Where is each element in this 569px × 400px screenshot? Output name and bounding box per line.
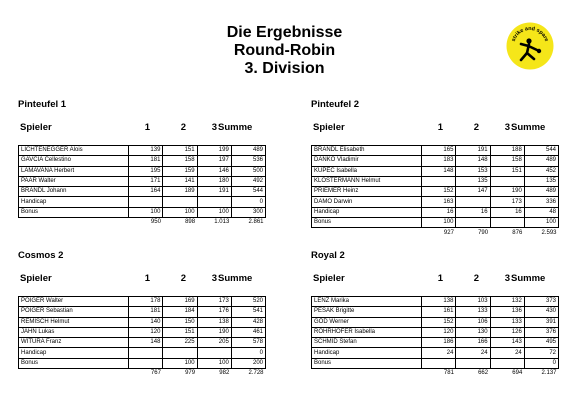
score-cell: 100 [163, 358, 197, 368]
player-name-cell: PESAK Brigitte [312, 307, 422, 317]
score-cell: 100 [129, 207, 163, 217]
player-name-cell: PAAR Walter [19, 176, 129, 186]
score-cell: 100 [422, 218, 456, 228]
score-cell: 16 [490, 207, 524, 217]
player-name-cell: WITURA Franz [19, 338, 129, 348]
score-cell: 176 [197, 307, 231, 317]
score-cell [197, 197, 231, 207]
player-name-cell: POIGER Walter [19, 297, 129, 307]
score-cell: 150 [163, 317, 197, 327]
table-row [312, 358, 559, 368]
table-row [19, 146, 266, 156]
sum-cell: 100 [524, 218, 558, 228]
sum-cell: 391 [524, 317, 558, 327]
table-row [312, 187, 559, 197]
team-name: Royal 2 [311, 250, 345, 261]
player-name-cell: POIGER Sebastian [19, 307, 129, 317]
sum-cell: 495 [524, 338, 558, 348]
col-game-3: 3 [504, 122, 510, 133]
player-name-cell: KUPEC Isabella [312, 166, 422, 176]
score-cell: 171 [129, 176, 163, 186]
sum-cell: 544 [524, 146, 558, 156]
player-name-cell: KLOSTERMANN Helmut [312, 176, 422, 186]
score-cell: 790 [478, 229, 489, 236]
sum-cell: 376 [524, 327, 558, 337]
player-name-cell: GAVCIA Cellestino [19, 156, 129, 166]
score-cell: 876 [512, 229, 523, 236]
score-cell: 197 [197, 156, 231, 166]
table-row [19, 327, 266, 337]
table-row [19, 176, 266, 186]
sum-cell: 492 [231, 176, 265, 186]
player-name-cell: ROHRHOFER Isabella [312, 327, 422, 337]
table-row [312, 348, 559, 358]
col-game-1: 1 [144, 273, 150, 284]
sum-cell: 500 [231, 166, 265, 176]
score-cell: 152 [422, 317, 456, 327]
total-row [19, 369, 266, 379]
table-row [19, 358, 266, 368]
score-cell: 161 [422, 307, 456, 317]
player-name-cell: Handicap [312, 207, 422, 217]
score-cell: 164 [129, 187, 163, 197]
score-cell: 143 [490, 338, 524, 348]
player-name-cell: BRANDL Elisabeth [312, 146, 422, 156]
column-header [18, 273, 266, 287]
score-cell: 225 [163, 338, 197, 348]
score-table [311, 145, 559, 238]
score-cell: 178 [129, 297, 163, 307]
table-row [312, 218, 559, 228]
col-spieler: Spieler [313, 273, 345, 284]
col-game-2: 2 [473, 273, 479, 284]
player-name-cell: Handicap [19, 348, 129, 358]
score-cell: 189 [163, 187, 197, 197]
table-row [19, 207, 266, 217]
score-cell: 191 [197, 187, 231, 197]
score-cell: 181 [129, 307, 163, 317]
sum-cell: 2.137 [541, 370, 557, 377]
sum-cell: 489 [231, 146, 265, 156]
sum-cell: 0 [524, 358, 558, 368]
table-row [312, 156, 559, 166]
score-cell: 152 [422, 187, 456, 197]
total-row [312, 369, 559, 379]
score-cell [129, 358, 163, 368]
col-game-3: 3 [504, 273, 510, 284]
table-row [312, 146, 559, 156]
score-cell: 16 [422, 207, 456, 217]
score-cell: 140 [129, 317, 163, 327]
table-row [19, 348, 266, 358]
player-name-cell [19, 369, 129, 379]
score-cell [456, 218, 490, 228]
title-line-1: Die Ergebnisse [226, 24, 343, 41]
score-cell: 24 [456, 348, 490, 358]
sum-cell: 373 [524, 297, 558, 307]
sum-cell: 336 [524, 197, 558, 207]
score-cell: 694 [512, 370, 523, 377]
score-cell: 148 [129, 338, 163, 348]
score-cell [163, 197, 197, 207]
score-cell [490, 358, 524, 368]
player-name-cell [19, 218, 129, 228]
col-spieler: Spieler [20, 273, 52, 284]
table-row [312, 207, 559, 217]
score-cell: 151 [163, 327, 197, 337]
col-game-2: 2 [473, 122, 479, 133]
score-cell [490, 176, 524, 186]
sum-cell: 541 [231, 307, 265, 317]
col-game-2: 2 [180, 273, 186, 284]
score-cell: 146 [197, 166, 231, 176]
sum-cell: 489 [524, 187, 558, 197]
score-cell: 151 [490, 166, 524, 176]
col-summe: Summe [511, 273, 546, 284]
table-row [19, 338, 266, 348]
table-row [312, 176, 559, 186]
table-row [19, 197, 266, 207]
score-cell [422, 176, 456, 186]
col-game-3: 3 [211, 122, 217, 133]
player-name-cell: REMISCH Helmut [19, 317, 129, 327]
sum-cell: 2.593 [541, 229, 557, 236]
sum-cell: 72 [524, 348, 558, 358]
score-cell: 120 [129, 327, 163, 337]
score-cell [490, 218, 524, 228]
score-cell: 173 [197, 297, 231, 307]
score-cell: 1.013 [214, 219, 230, 226]
score-cell: 135 [456, 176, 490, 186]
col-spieler: Spieler [313, 122, 345, 133]
sum-cell: 135 [524, 176, 558, 186]
player-name-cell: Handicap [19, 197, 129, 207]
player-name-cell: GÖD Werner [312, 317, 422, 327]
score-cell: 151 [163, 146, 197, 156]
score-table [18, 145, 266, 227]
total-row [19, 218, 266, 228]
col-game-1: 1 [437, 273, 443, 284]
table-row [19, 156, 266, 166]
sum-cell: 461 [231, 327, 265, 337]
team-name: Pinteufel 1 [18, 99, 67, 110]
score-cell: 159 [163, 166, 197, 176]
title-line-3: 3. Division [244, 60, 325, 77]
player-name-cell: LAMAVANA Herbert [19, 166, 129, 176]
score-cell: 141 [163, 176, 197, 186]
score-cell: 188 [490, 146, 524, 156]
team-section-pinteufel-2 [311, 99, 559, 238]
score-cell: 148 [456, 156, 490, 166]
player-name-cell: DAMO Darwin [312, 197, 422, 207]
score-cell [163, 348, 197, 358]
player-name-cell: JAHN Lukas [19, 327, 129, 337]
score-cell: 662 [478, 370, 489, 377]
title-line-2: Round-Robin [233, 42, 336, 59]
col-summe: Summe [511, 122, 546, 133]
score-cell: 163 [422, 197, 456, 207]
col-game-3: 3 [211, 273, 217, 284]
score-cell: 133 [456, 307, 490, 317]
sum-cell: 489 [524, 156, 558, 166]
team-section-royal-2 [311, 250, 559, 378]
score-cell [197, 348, 231, 358]
column-header [311, 122, 559, 136]
player-name-cell: Bonus [312, 358, 422, 368]
score-cell: 126 [490, 327, 524, 337]
score-cell: 132 [490, 297, 524, 307]
table-row [19, 297, 266, 307]
score-cell: 165 [422, 146, 456, 156]
player-name-cell [312, 228, 422, 238]
svg-text:strike and spare: strike and spare [510, 25, 550, 43]
sum-cell: 2.728 [248, 370, 264, 377]
score-cell: 136 [490, 307, 524, 317]
table-row [312, 166, 559, 176]
table-row [312, 317, 559, 327]
column-header [18, 122, 266, 136]
team-section-pinteufel-1 [18, 99, 266, 227]
player-name-cell: BRANDL Johann [19, 187, 129, 197]
score-cell: 183 [422, 156, 456, 166]
table-row [19, 166, 266, 176]
sum-cell: 544 [231, 187, 265, 197]
score-cell: 103 [456, 297, 490, 307]
table-row [19, 187, 266, 197]
score-cell [129, 197, 163, 207]
score-cell: 147 [456, 187, 490, 197]
table-row [312, 297, 559, 307]
score-cell: 138 [197, 317, 231, 327]
sum-cell: 0 [231, 348, 265, 358]
score-cell: 100 [163, 207, 197, 217]
player-name-cell: Bonus [19, 207, 129, 217]
player-name-cell: PRIEMER Heinz [312, 187, 422, 197]
score-cell: 139 [129, 146, 163, 156]
score-cell: 148 [422, 166, 456, 176]
score-cell: 180 [197, 176, 231, 186]
player-name-cell: LENZ Marika [312, 297, 422, 307]
score-cell: 158 [490, 156, 524, 166]
col-game-1: 1 [437, 122, 443, 133]
player-name-cell: DANKO Vladimir [312, 156, 422, 166]
team-section-cosmos-2 [18, 250, 266, 378]
score-cell: 927 [443, 229, 454, 236]
score-cell: 169 [163, 297, 197, 307]
table-row [312, 307, 559, 317]
score-cell: 24 [422, 348, 456, 358]
score-cell: 898 [185, 219, 196, 226]
score-cell: 781 [443, 370, 454, 377]
col-summe: Summe [218, 273, 253, 284]
sum-cell: 452 [524, 166, 558, 176]
team-name: Cosmos 2 [18, 250, 64, 261]
player-name-cell: Bonus [312, 218, 422, 228]
score-cell: 16 [456, 207, 490, 217]
sum-cell: 200 [231, 358, 265, 368]
table-row [19, 317, 266, 327]
score-cell: 205 [197, 338, 231, 348]
sum-cell: 2.861 [248, 219, 264, 226]
score-cell [456, 358, 490, 368]
score-cell: 982 [219, 370, 230, 377]
score-cell [456, 197, 490, 207]
sum-cell: 536 [231, 156, 265, 166]
col-game-1: 1 [144, 122, 150, 133]
page-title [0, 24, 569, 78]
score-cell: 195 [129, 166, 163, 176]
table-row [19, 307, 266, 317]
score-cell: 120 [422, 327, 456, 337]
score-cell: 199 [197, 146, 231, 156]
col-spieler: Spieler [20, 122, 52, 133]
score-cell: 138 [422, 297, 456, 307]
table-row [312, 327, 559, 337]
score-cell: 950 [150, 219, 161, 226]
team-name: Pinteufel 2 [311, 99, 360, 110]
sum-cell: 430 [524, 307, 558, 317]
score-cell: 181 [129, 156, 163, 166]
score-cell: 184 [163, 307, 197, 317]
sum-cell: 520 [231, 297, 265, 307]
total-row [312, 228, 559, 238]
table-row [312, 338, 559, 348]
score-cell: 979 [185, 370, 196, 377]
score-cell: 100 [197, 207, 231, 217]
sum-cell: 48 [524, 207, 558, 217]
col-summe: Summe [218, 122, 253, 133]
score-cell: 190 [490, 187, 524, 197]
score-cell: 24 [490, 348, 524, 358]
score-cell: 166 [456, 338, 490, 348]
sum-cell: 428 [231, 317, 265, 327]
score-table [311, 296, 559, 378]
score-cell: 191 [456, 146, 490, 156]
col-game-2: 2 [180, 122, 186, 133]
score-cell: 190 [197, 327, 231, 337]
player-name-cell: Handicap [312, 348, 422, 358]
table-row [312, 197, 559, 207]
sum-cell: 300 [231, 207, 265, 217]
score-cell [129, 348, 163, 358]
score-cell: 100 [197, 358, 231, 368]
score-cell [422, 358, 456, 368]
score-cell: 186 [422, 338, 456, 348]
score-cell: 133 [490, 317, 524, 327]
score-cell: 158 [163, 156, 197, 166]
player-name-cell: Bonus [19, 358, 129, 368]
sum-cell: 0 [231, 197, 265, 207]
strike-and-spare-logo [506, 22, 554, 70]
score-cell: 767 [150, 370, 161, 377]
score-cell: 173 [490, 197, 524, 207]
player-name-cell: LICHTENEGGER Alois [19, 146, 129, 156]
player-name-cell [312, 369, 422, 379]
score-table [18, 296, 266, 378]
score-cell: 130 [456, 327, 490, 337]
player-name-cell: SCHMID Stefan [312, 338, 422, 348]
score-cell: 153 [456, 166, 490, 176]
sum-cell: 578 [231, 338, 265, 348]
column-header [311, 273, 559, 287]
score-cell: 106 [456, 317, 490, 327]
